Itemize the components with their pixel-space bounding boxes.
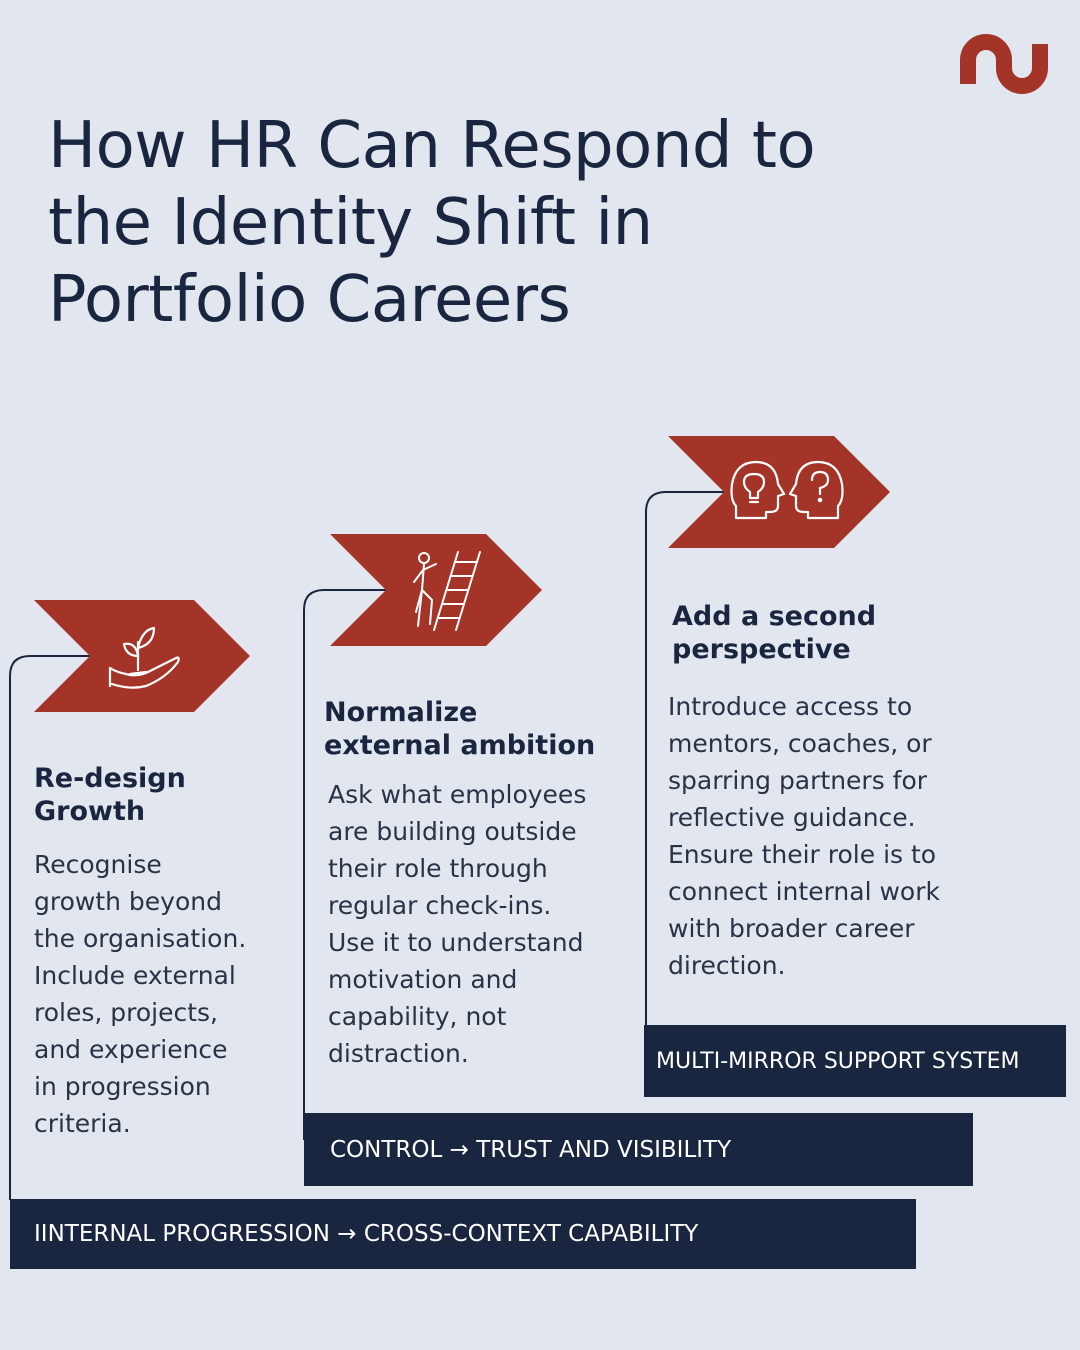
- body-line: Ensure their role is to: [668, 840, 937, 869]
- heading-line: Normalize: [324, 697, 478, 728]
- body-line: sparring partners for: [668, 766, 928, 795]
- heading-line: perspective: [672, 634, 851, 665]
- body-line: Recognise: [34, 850, 162, 879]
- step-1-chevron: [34, 600, 250, 712]
- body-line: Include external: [34, 961, 236, 990]
- step-2-chevron: [330, 534, 542, 646]
- step-3-chevron: [668, 436, 890, 548]
- body-line: Ask what employees: [328, 780, 587, 809]
- step-1-description: [34, 846, 246, 1142]
- body-line: Introduce access to: [668, 692, 913, 721]
- body-line: connect internal work: [668, 877, 940, 906]
- step-1-outcome-bar: [10, 1199, 916, 1269]
- heading-line: Growth: [34, 796, 146, 827]
- body-line: reflective guidance.: [668, 803, 916, 832]
- page-title: [48, 108, 948, 339]
- bar-label: CONTROL → TRUST AND VISIBILITY: [330, 1136, 732, 1163]
- body-line: with broader career: [668, 914, 915, 943]
- body-line: growth beyond: [34, 887, 222, 916]
- heading-line: external ambition: [324, 730, 596, 761]
- brand-logo-icon: [952, 30, 1056, 98]
- bar-label: IINTERNAL PROGRESSION → CROSS-CONTEXT CAPABILITY: [34, 1221, 699, 1247]
- body-line: the organisation.: [34, 924, 247, 953]
- body-line: distraction.: [328, 1039, 469, 1068]
- bar-label: MULTI-MIRROR SUPPORT SYSTEM: [656, 1048, 1020, 1074]
- step-2-description: [328, 776, 586, 1072]
- title-line: the Identity Shift in: [48, 186, 653, 260]
- step-3-outcome-bar: [644, 1025, 1066, 1097]
- body-line: direction.: [668, 951, 786, 980]
- step-3-description: [668, 688, 940, 984]
- heading-line: Add a second: [672, 601, 877, 632]
- step-1-heading: [34, 762, 186, 828]
- body-line: and experience: [34, 1035, 228, 1064]
- step-3-heading: [672, 600, 876, 666]
- step-2-heading: [324, 696, 595, 762]
- body-line: capability, not: [328, 1002, 507, 1031]
- body-line: are building outside: [328, 817, 577, 846]
- body-line: mentors, coaches, or: [668, 729, 932, 758]
- body-line: regular check-ins.: [328, 891, 552, 920]
- body-line: their role through: [328, 854, 548, 883]
- title-line: How HR Can Respond to: [48, 109, 816, 183]
- body-line: motivation and: [328, 965, 518, 994]
- body-line: roles, projects,: [34, 998, 219, 1027]
- body-line: in progression: [34, 1072, 211, 1101]
- body-line: Use it to understand: [328, 928, 584, 957]
- title-line: Portfolio Careers: [48, 263, 571, 337]
- heading-line: Re-design: [34, 763, 186, 794]
- body-line: criteria.: [34, 1109, 131, 1138]
- step-2-outcome-bar: [304, 1113, 973, 1186]
